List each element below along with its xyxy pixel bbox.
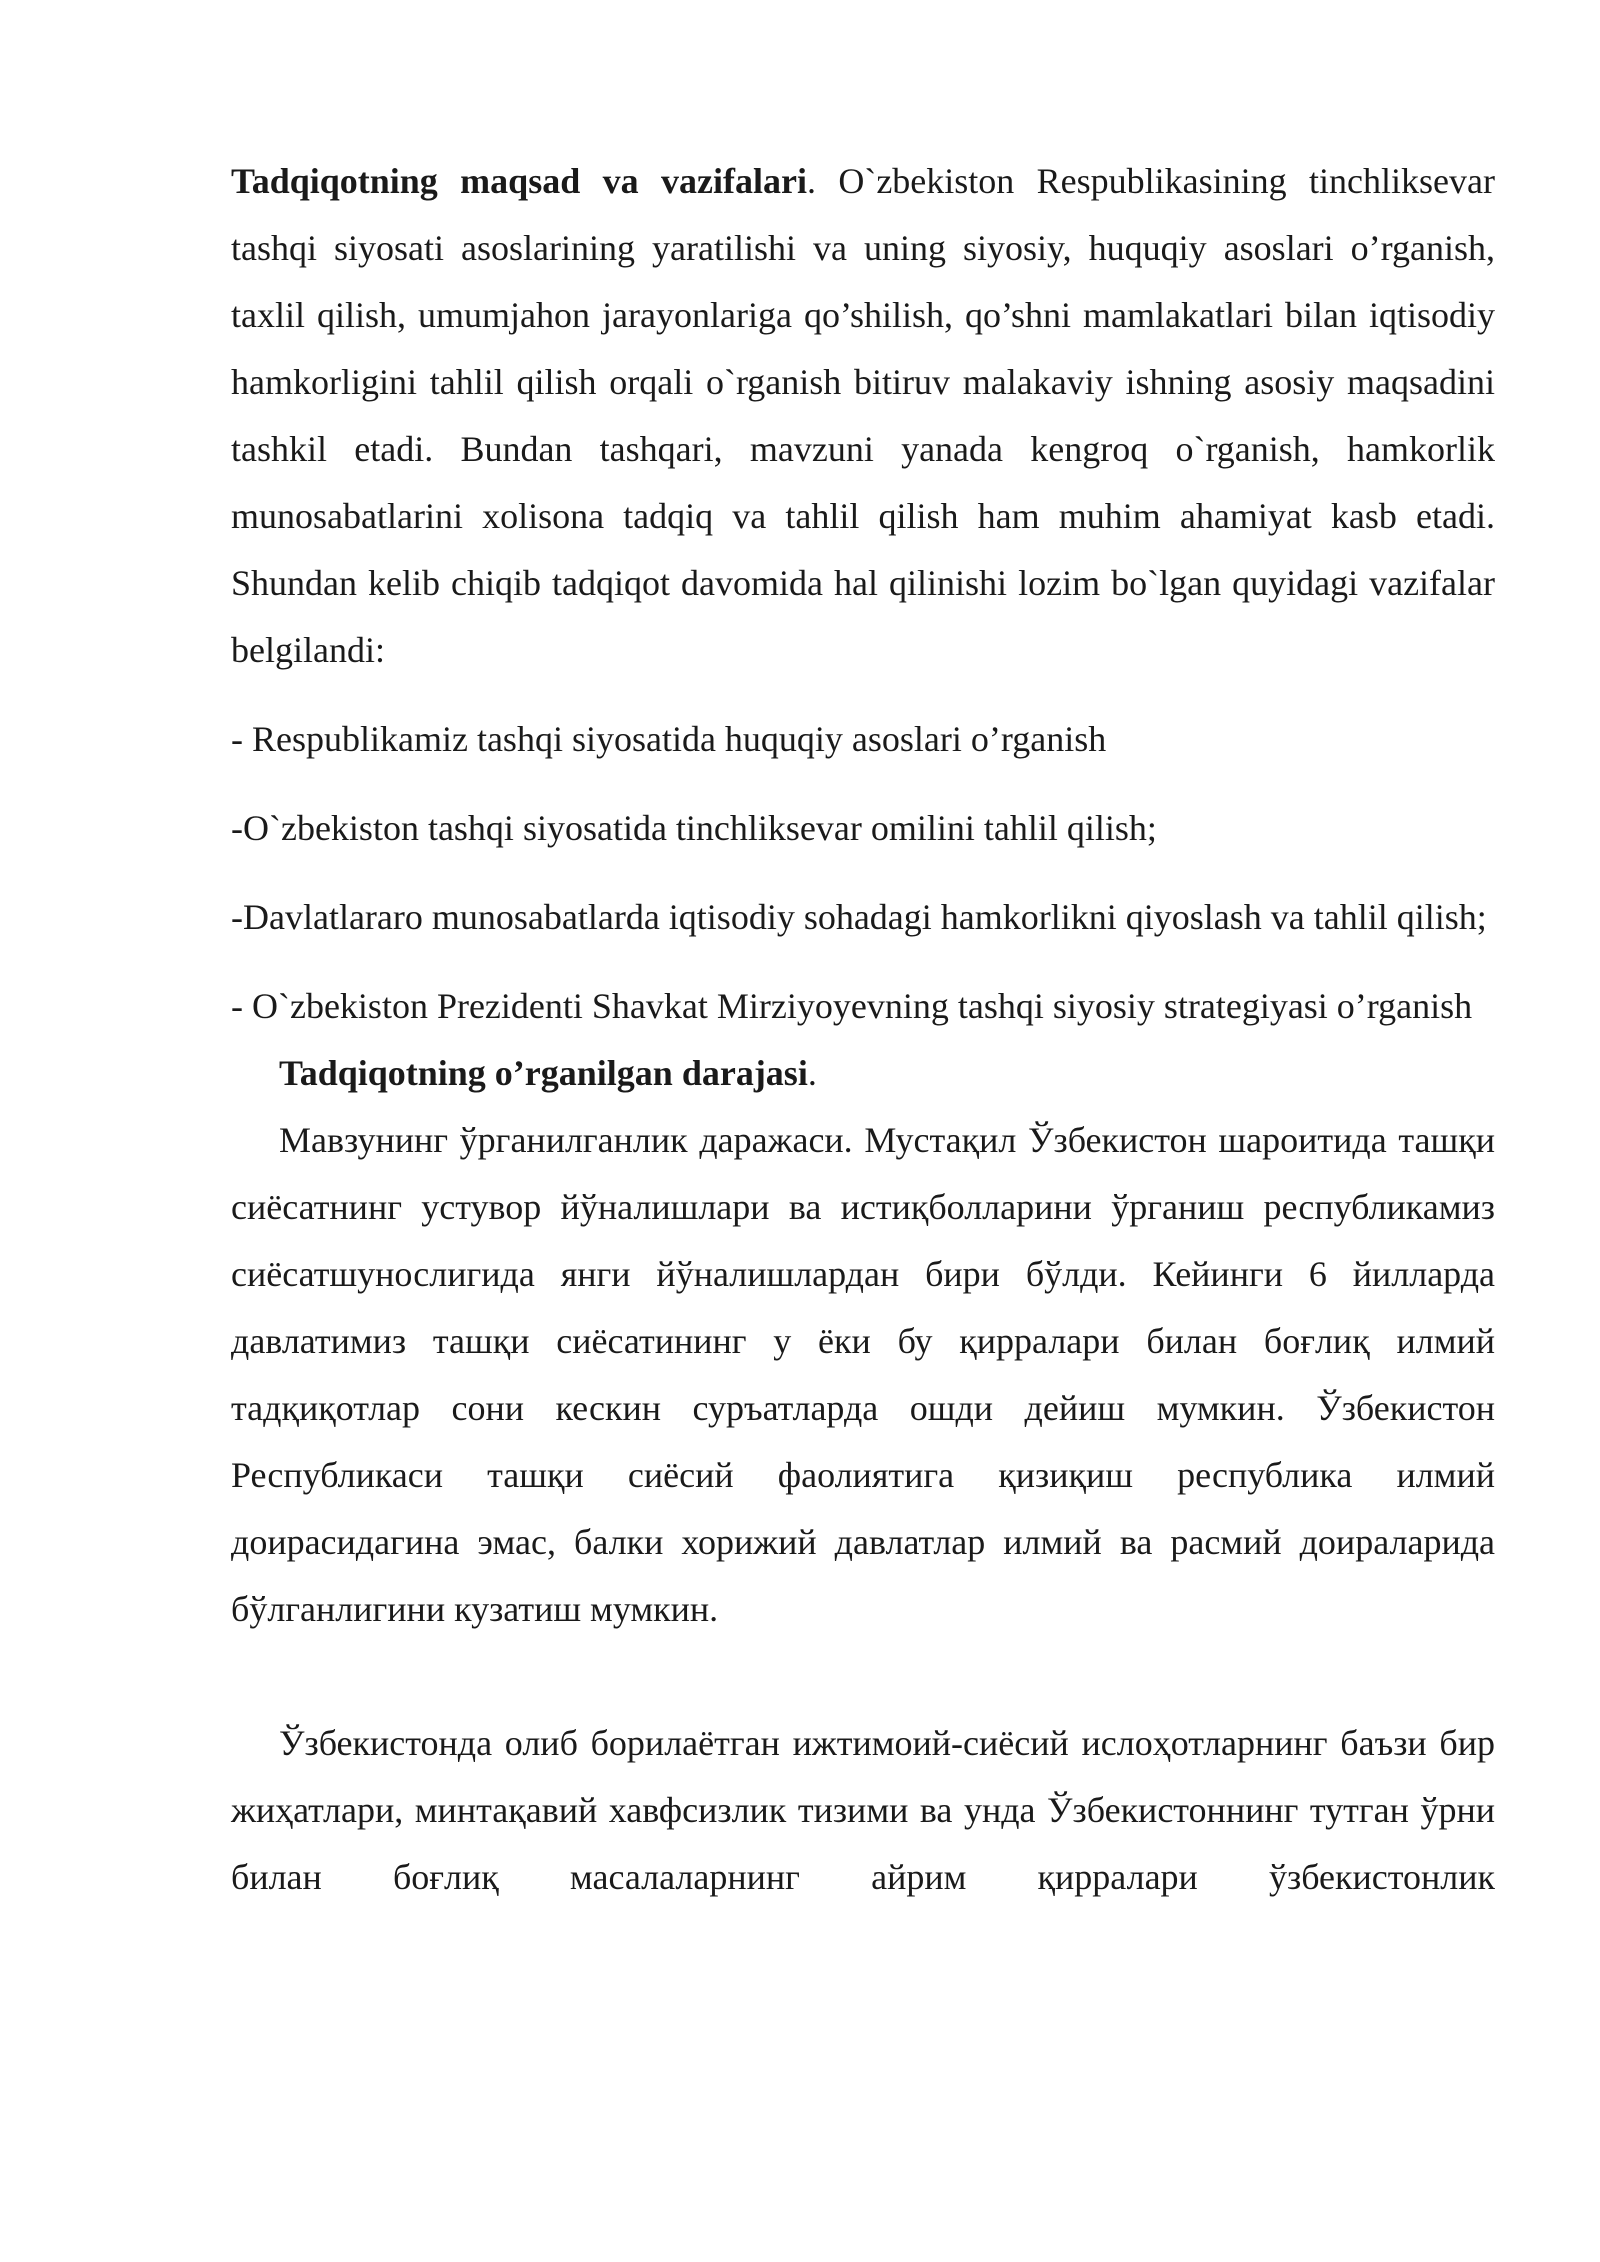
task-item-1: - Respublikamiz tashqi siyosatida huquqiy asoslari o’rganish: [231, 719, 1107, 759]
goals-paragraph: [231, 148, 1495, 684]
degree-paragraph-2: Ўзбекистонда олиб борилаётган ижтимоий-сиёсий ислоҳотларнинг баъзи бир жиҳатлари, минтақавий хавфсизлик тизими ва унда Ўзбекистоннинг тутган ўрни билан боғлиқ масалаларнинг айрим қирралари ўзбекистонлик: [231, 1723, 1495, 1897]
degree-heading: Tadqiqotning o’rganilgan darajasi: [279, 1053, 808, 1093]
degree-heading-suffix: .: [807, 1053, 817, 1093]
task-item-3: -Davlatlararo munosabatlarda iqtisodiy sohadagi hamkorlikni qiyoslash va tahlil qilish;: [231, 897, 1487, 937]
task-item-4: - O`zbekiston Prezidenti Shavkat Mirziyoyevning tashqi siyosiy strategiyasi o’rganish: [231, 986, 1473, 1026]
degree-heading-line: [231, 1040, 1495, 1107]
goals-heading: Tadqiqotning maqsad va vazifalari: [231, 161, 807, 201]
task-item-2: -O`zbekiston tashqi siyosatida tinchliksevar omilini tahlil qilish;: [231, 808, 1157, 848]
goals-text: O`zbekiston Respublikasining tinchliksevar tashqi siyosati asoslarining yaratilishi va uning siyosiy, huquqiy asoslari o’rganish, taxlil qilish, umumjahon jarayonlariga qo’shilish, qo’shni mamlakatlari bilan iqtisodiy hamkorligini tahlil qilish orqali o`rganish bitiruv malakaviy ishning asosiy maqsadini tashkil etadi. Bundan tashqari, mavzuni yanada kengroq o`rganish, hamkorlik munosabatlarini xolisona tadqiq va tahlil qilish ham muhim ahamiyat kasb etadi. Shundan kelib chiqib tadqiqot davomida hal qilinishi lozim bo`lgan quyidagi vazifalar belgilandi:: [231, 161, 1495, 670]
blank-line: [231, 1643, 1495, 1710]
document-page: [231, 148, 1495, 1911]
degree-paragraph-1: Мавзунинг ўрганилганлик даражаси. Мустақил Ўзбекистон шароитида ташқи сиёсатнинг устувор йўналишлари ва истиқболларини ўрганиш республикамиз сиёсатшунослигида янги йўналишлардан бири бўлди. Кейинги 6 йилларда давлатимиз ташқи сиёсатининг у ёки бу қирралари билан боғлиқ илмий тадқиқотлар сони кескин суръатларда ошди дейиш мумкин. Ўзбекистон Республикаси ташқи сиёсий фаолиятига қизиқиш республика илмий доирасидагина эмас, балки хорижий давлатлар илмий ва расмий доираларида бўлганлигини кузатиш мумкин.: [231, 1120, 1495, 1629]
goals-heading-suffix: .: [806, 161, 816, 201]
